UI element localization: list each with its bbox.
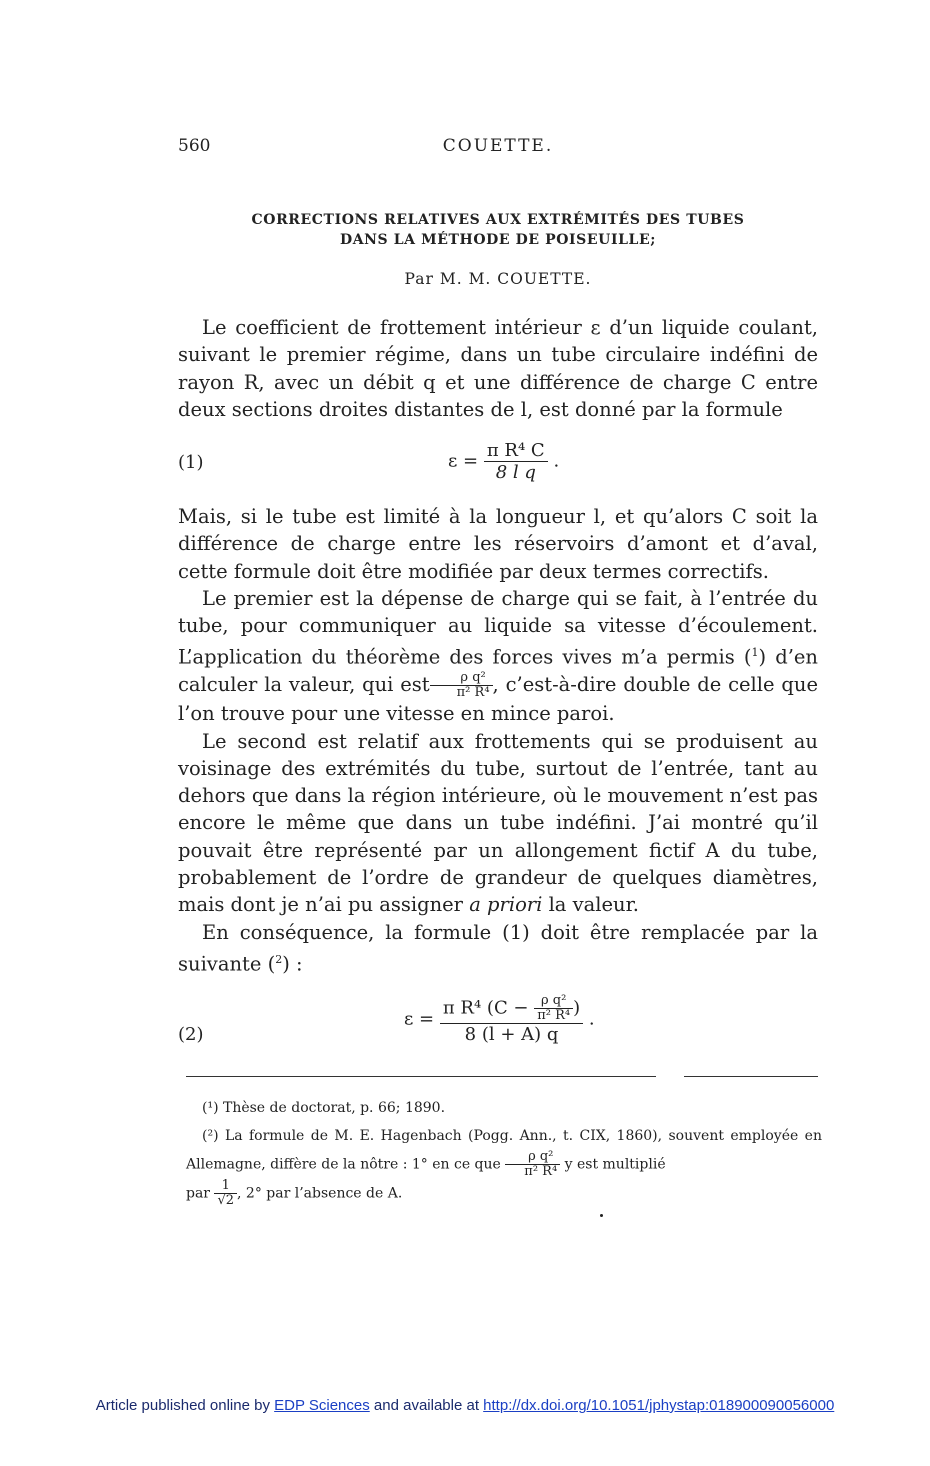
footnote-2-fraction-numerator: ρ q²: [505, 1150, 560, 1165]
footnote-2-part-c: par: [186, 1185, 211, 1202]
equation-2-number: (2): [178, 1024, 204, 1045]
equation-2-numerator-a: π R⁴ (C −: [442, 997, 535, 1019]
paragraph-3-part-b: ) d’en calculer la valeur, qui est: [178, 645, 818, 697]
footnote-2-root-numerator: 1: [214, 1179, 237, 1194]
footer-middle: and available at: [369, 1397, 484, 1414]
footnote-2-continued: [186, 1179, 822, 1208]
paragraph-4: [178, 728, 818, 919]
equation-2-period: .: [588, 1008, 595, 1030]
footnote-2-fraction-denominator: π² R⁴: [524, 1164, 558, 1179]
equation-2-denominator: 8 (l + A) q: [464, 1024, 559, 1045]
equation-1-period: .: [553, 450, 560, 472]
inline-fraction-denominator: π² R⁴: [456, 685, 490, 701]
equation-1-numerator: π R⁴ C: [484, 440, 548, 462]
body-block-1: [178, 314, 818, 423]
equation-1-denominator: 8 l q: [495, 462, 536, 483]
footnotes: [186, 1094, 822, 1208]
footnote-2-fraction: [505, 1150, 560, 1179]
paragraph-3: [178, 585, 818, 728]
equation-2-inner-denominator: π² R⁴: [537, 1008, 571, 1023]
article-title: [178, 210, 818, 250]
footnote-2-root-denominator: √2: [217, 1193, 235, 1208]
footnote-rule-right: [684, 1076, 818, 1077]
paragraph-5: [178, 919, 818, 978]
footnote-ref-2: 2: [275, 952, 283, 966]
author-byline: Par M. M. COUETTE.: [404, 270, 592, 288]
page-number: 560: [178, 136, 211, 156]
paragraph-5-part-a: En conséquence, la formule (1) doit être remplacée par la suivante (: [178, 920, 818, 976]
footnote-1: (¹) Thèse de doctorat, p. 66; 1890.: [202, 1100, 446, 1116]
footnote-2-part-a: (²) La formule de M. E. Hagenbach (Pogg. Ann., t. CIX, 1860), souvent employée en Allemagne, diffère de la nôtre : 1° en ce que: [186, 1128, 822, 1173]
paragraph-5-part-b: ) :: [282, 952, 303, 976]
equation-2-fraction: [440, 994, 583, 1045]
running-title: COUETTE.: [442, 136, 554, 156]
publisher-link[interactable]: EDP Sciences: [274, 1397, 370, 1414]
footer-prefix: Article published online by: [95, 1397, 275, 1414]
footnote-ref-1: 1: [751, 646, 759, 660]
paragraph-4-part-b: la valeur.: [542, 893, 639, 917]
article-title-line-1: CORRECTIONS RELATIVES AUX EXTRÉMITÉS DES TUBES: [251, 212, 745, 228]
paragraph-4-part-a: Le second est relatif aux frottements qui se produisent au voisinage des extrémités du tube, surtout de l’entrée, tant au dehors que dans la région intérieure, où le mouvement n’est pas encore le même que dans un tube indéfini. J’ai montré qu’il pouvait être représenté par un allongement fictif A du tube, probablement de l’ordre de grandeur de quelques diamètres, mais dont je n’ai pu assigner: [178, 729, 818, 917]
equation-1-lhs: ε =: [448, 450, 479, 472]
paragraph-1: Le coefficient de frottement intérieur ε d’un liquide coulant, suivant le premier régime, dans un tube circulaire indéfini de rayon R, avec un débit q et une différence de charge C entre deux sections droites distantes de l, est donné par la formule: [178, 316, 818, 421]
body-block-2: [178, 503, 818, 978]
article-title-line-2: DANS LA MÉTHODE DE POISEUILLE;: [339, 232, 657, 248]
equation-2-lhs: ε =: [404, 1008, 435, 1030]
equation-1-number: (1): [178, 452, 204, 473]
footnote-2-part-b: y est multiplié: [564, 1156, 666, 1173]
footnote-2-root-fraction: [214, 1179, 237, 1208]
equation-2-inner-fraction: [534, 994, 573, 1023]
paragraph-3-part-c: , c’est-à-dire double de celle que l’on trouve pour une vitesse en mince paroi.: [178, 673, 818, 726]
doi-link[interactable]: http://dx.doi.org/10.1051/jphystap:018900090056000: [483, 1397, 835, 1414]
footnote-rule-left: [186, 1076, 656, 1077]
paragraph-3-part-a: Le premier est la dépense de charge qui se fait, à l’entrée du tube, pour communiquer au liquide sa vitesse d’écoulement. L’application du théorème des forces vives m’a permis (: [178, 586, 818, 669]
stray-dot: [600, 1214, 603, 1217]
paragraph-2: Mais, si le tube est limité à la longueur l, et qu’alors C soit la différence de charge entre les réservoirs d’amont et d’aval, cette formule doit être modifiée par deux termes correctifs.: [178, 505, 818, 583]
equation-2-numerator: [440, 994, 583, 1024]
footnote-2-part-d: , 2° par l’absence de A.: [237, 1185, 403, 1202]
equation-1-fraction: [484, 440, 548, 483]
equation-2-inner-numerator: ρ q²: [534, 994, 573, 1009]
equation-2-numerator-b: ): [573, 997, 581, 1019]
running-head: [178, 136, 818, 160]
publication-footer: [0, 1397, 930, 1414]
inline-fraction-numerator: ρ q²: [430, 671, 493, 686]
footnote-2: [186, 1122, 822, 1179]
paragraph-4-italic: a priori: [469, 893, 543, 917]
inline-fraction: [430, 671, 493, 700]
